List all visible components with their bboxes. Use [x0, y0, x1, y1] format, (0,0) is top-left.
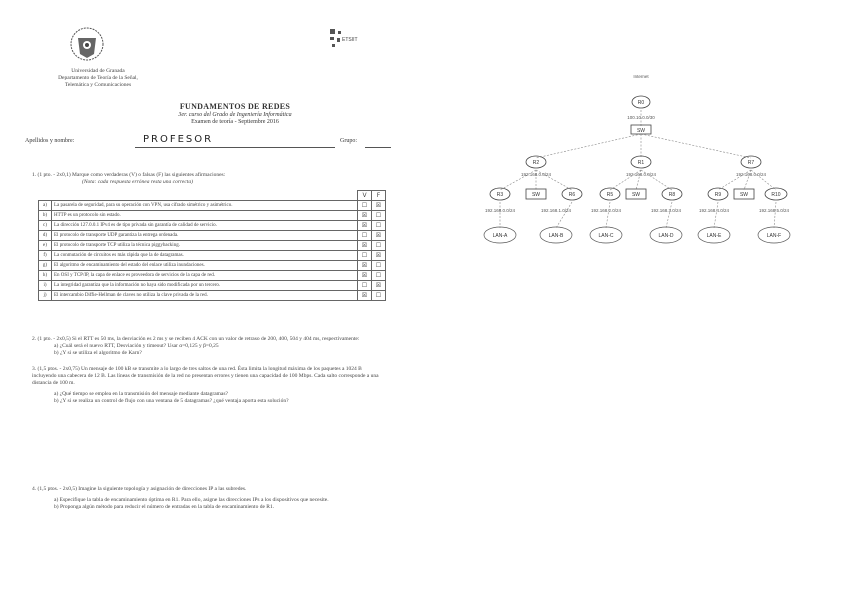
- question-3-item-b: b) ¿Y si se realiza un control de flujo con una ventana de 5 datagramas? ¿qué ventaja aporta esta solución?: [54, 398, 289, 404]
- row-letter: b): [39, 211, 52, 221]
- table-row: [39, 201, 386, 211]
- question-3-item-a: a) ¿Qué tiempo se emplea en la transmisión del mensaje mediante datagramas?: [54, 391, 228, 397]
- router-r2-label: R2: [532, 160, 540, 166]
- table-row: [39, 221, 386, 231]
- lan-ip-label: 192.168.3.0/24: [650, 208, 682, 213]
- column-false-header: F: [372, 191, 386, 201]
- lan-label: LAN-A: [492, 233, 508, 239]
- lan-ip-label: 192.168.2.0/24: [590, 208, 622, 213]
- switch-left-label: SW: [531, 192, 541, 198]
- row-letter: e): [39, 241, 52, 251]
- router-r8-label: R8: [668, 192, 676, 198]
- lan-label: LAN-C: [598, 233, 614, 239]
- true-checkbox[interactable]: ☒: [358, 271, 372, 281]
- table-row: [39, 281, 386, 291]
- lan-label: LAN-E: [706, 233, 722, 239]
- false-checkbox[interactable]: ☐: [372, 261, 386, 271]
- row-letter: g): [39, 261, 52, 271]
- row-statement: En OSI y TCP/IP, la capa de enlace es proveedora de servicios de la capa de red.: [52, 271, 358, 281]
- lan-ip-label: 192.168.4.0/24: [698, 208, 730, 213]
- false-checkbox[interactable]: ☒: [372, 281, 386, 291]
- table-row: [39, 271, 386, 281]
- network-topology-diagram: [476, 70, 806, 290]
- lan-label: LAN-D: [658, 233, 674, 239]
- row-statement: El intercambio Diffie-Hellman de claves no utiliza la clave privada de la red.: [52, 291, 358, 301]
- true-checkbox[interactable]: ☒: [358, 221, 372, 231]
- name-underline: [135, 147, 335, 148]
- table-row: [39, 211, 386, 221]
- row-letter: a): [39, 201, 52, 211]
- false-checkbox[interactable]: ☒: [372, 231, 386, 241]
- course-subtitle: 3er. curso del Grado de Ingeniería Informática: [178, 112, 292, 118]
- institution-block: [28, 68, 168, 89]
- router-r0-label: R0: [637, 100, 645, 106]
- row-statement: La dirección 127.0.0.1 IPv4 es de tipo privada sin garantía de calidad de servicio.: [52, 221, 358, 231]
- true-checkbox[interactable]: ☐: [358, 231, 372, 241]
- university-crest-logo: [58, 24, 116, 70]
- course-title: FUNDAMENTOS DE REDES: [179, 102, 291, 111]
- true-checkbox[interactable]: ☐: [358, 251, 372, 261]
- row-letter: c): [39, 221, 52, 231]
- barcode-text: ETSIIT: [342, 37, 358, 43]
- router-r10-label: R10: [771, 192, 781, 198]
- row-letter: i): [39, 281, 52, 291]
- switch-top-label: SW: [636, 128, 646, 134]
- false-checkbox[interactable]: ☐: [372, 271, 386, 281]
- question-2-item-b: b) ¿Y si se utiliza el algoritmo de Karn?: [54, 350, 142, 356]
- row-letter: h): [39, 271, 52, 281]
- router-r1-label: R1: [637, 160, 645, 166]
- false-checkbox[interactable]: ☒: [372, 251, 386, 261]
- exam-date: Examen de teoría - Septiembre 2016: [191, 119, 279, 125]
- router-r3-label: R3: [496, 192, 504, 198]
- router-r6-label: R6: [568, 192, 576, 198]
- question-4-item-b: b) Proponga algún método para reducir el número de entradas en la tabla de encaminamiento de R1.: [54, 504, 275, 510]
- name-label: Apellidos y nombre:: [25, 138, 75, 144]
- router-r9-label: R9: [714, 192, 722, 198]
- row-statement: La pasarela de seguridad, para su operación con VPN, usa cifrado simétrico y asimétrico.: [52, 201, 358, 211]
- question-3: [32, 366, 382, 405]
- lan-label: LAN-F: [766, 233, 782, 239]
- true-checkbox[interactable]: ☐: [358, 281, 372, 291]
- name-handwritten: PROFESOR: [143, 134, 214, 145]
- false-checkbox[interactable]: ☐: [372, 211, 386, 221]
- question-1-heading: 1. (1 pto. - 2x0,1) Marque como verdaderas (V) o falsas (F) las siguientes afirmaciones:: [32, 172, 226, 178]
- question-4-item-a: a) Especifique la tabla de encaminamiento óptima en R1. Para ello, asigne las direcciones IPs a los dispositivos que necesite.: [54, 497, 329, 503]
- false-checkbox[interactable]: ☒: [372, 201, 386, 211]
- row-statement: HTTP es un protocolo sin estado.: [52, 211, 358, 221]
- institution-line: Universidad de Granada: [71, 68, 125, 74]
- true-false-table: [38, 190, 386, 301]
- question-3-heading: 3. (1,5 ptos. - 2x0,75) Un mensaje de 100 kB se transmite a lo largo de tres saltos de una red. Ésta limita la longitud máxima de los paquetes a 1024 B incluyendo una cabecera de 12 B. Las líneas de transmisión de la red no presentan errores y tienen una capacidad de 100 Mbps. Cada salto corresponde a una distancia de 100 m.: [32, 366, 379, 386]
- lan-ip-label: 192.168.0.0/24: [484, 208, 516, 213]
- table-row: [39, 241, 386, 251]
- mid-ip-label: 192.168.0.0/24: [520, 172, 552, 177]
- row-statement: El algoritmo de encaminamiento del estado del enlace utiliza inundaciones.: [52, 261, 358, 271]
- table-header-row: [39, 191, 386, 201]
- institution-line: Telemática y Comunicaciones: [64, 82, 132, 88]
- row-statement: La integridad garantiza que la información no haya sido modificada por un tercero.: [52, 281, 358, 291]
- mid-ip-label: 192.168.0.0/24: [735, 172, 767, 177]
- true-checkbox[interactable]: ☒: [358, 261, 372, 271]
- lan-ip-label: 192.168.5.0/24: [758, 208, 790, 213]
- switch-right-label: SW: [739, 192, 749, 198]
- row-statement: El protocolo de transporte UDP garantiza la entrega ordenada.: [52, 231, 358, 241]
- table-row: [39, 231, 386, 241]
- question-1: [32, 172, 362, 186]
- question-4-heading: 4. (1,5 ptos. - 2x0,5) Imagine la siguiente topología y asignación de direcciones IP a las subredes.: [32, 486, 247, 492]
- table-row: [39, 291, 386, 301]
- root-ip-label: 100.10.0.0/30: [627, 115, 655, 120]
- false-checkbox[interactable]: ☐: [372, 221, 386, 231]
- lan-label: LAN-B: [548, 233, 564, 239]
- lan-ip-label: 192.168.1.0/24: [540, 208, 572, 213]
- question-4: [32, 486, 382, 511]
- true-checkbox[interactable]: ☒: [358, 211, 372, 221]
- exam-title-block: [100, 102, 370, 125]
- row-letter: f): [39, 251, 52, 261]
- group-underline: [365, 147, 391, 148]
- internet-label: Internet: [633, 74, 649, 79]
- false-checkbox[interactable]: ☐: [372, 291, 386, 301]
- qr-code-icon: [328, 27, 358, 51]
- student-name-row: [25, 134, 385, 150]
- router-r5-label: R5: [606, 192, 614, 198]
- question-1-note: (Nota: cada respuesta errónea resta una correcta): [82, 179, 193, 185]
- group-label: Grupo:: [340, 138, 357, 144]
- question-2-heading: 2. (1 pto. - 2x0,5) Si el RTT es 50 ms, la desviación es 2 ms y se reciben 4 ACK con un valor de retraso de 200, 400, 504 y 404 ms, respectivamente:: [32, 336, 360, 342]
- row-letter: j): [39, 291, 52, 301]
- row-letter: d): [39, 231, 52, 241]
- true-checkbox[interactable]: ☒: [358, 291, 372, 301]
- row-statement: La conmutación de circuitos es más rápida que la de datagramas.: [52, 251, 358, 261]
- institution-line: Departamento de Teoría de la Señal,: [58, 75, 138, 81]
- column-true-header: V: [358, 191, 372, 201]
- mid-ip-label: 192.168.0.0/24: [625, 172, 657, 177]
- router-r7-label: R7: [747, 160, 755, 166]
- true-checkbox[interactable]: ☐: [358, 201, 372, 211]
- true-checkbox[interactable]: ☒: [358, 241, 372, 251]
- false-checkbox[interactable]: ☐: [372, 241, 386, 251]
- table-row: [39, 251, 386, 261]
- switch-middle-label: SW: [631, 192, 641, 198]
- question-2-item-a: a) ¿Cuál será el nuevo RTT, Desviación y timeout? Usar α=0,125 y β=0,25: [54, 343, 219, 349]
- row-statement: El protocolo de transporte TCP utiliza la técnica piggybacking.: [52, 241, 358, 251]
- question-2: [32, 336, 382, 357]
- table-row: [39, 261, 386, 271]
